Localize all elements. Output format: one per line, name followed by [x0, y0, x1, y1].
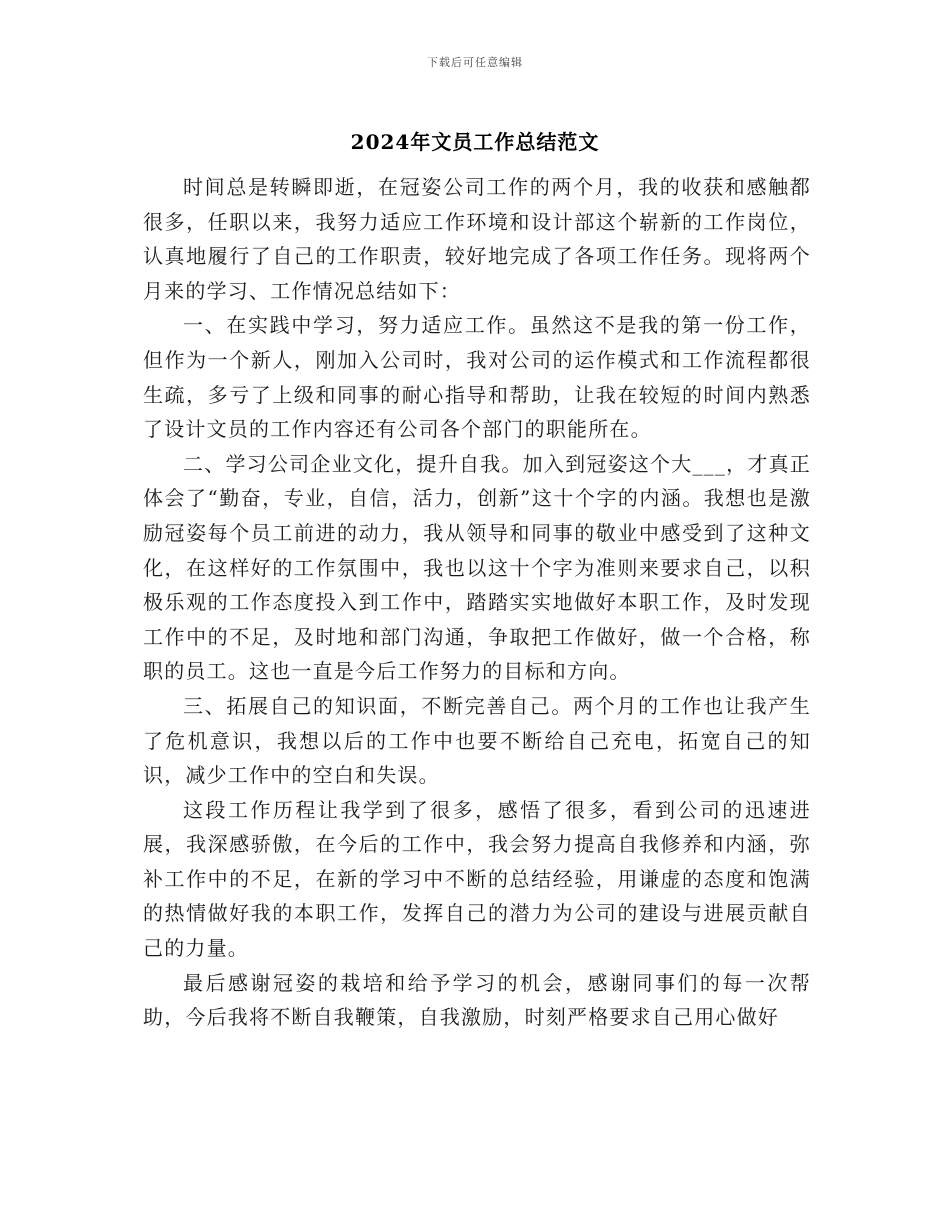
document-body	[143, 170, 811, 1035]
paragraph-section-3: 三、拓展自己的知识面，不断完善自己。两个月的工作也让我产生了危机意识，我想以后的工作中也要不断给自己充电，拓宽自己的知识，减少工作中的空白和失误。	[143, 693, 811, 788]
document-title: 2024年文员工作总结范文	[350, 130, 600, 154]
paragraph-section-2: 二、学习公司企业文化，提升自我。加入到冠姿这个大___，才真正体会了“勤奋，专业，自信，活力，创新”这十个字的内涵。我想也是激励冠姿每个员工前进的动力，我从领导和同事的敬业中感受到了这种文化，在这样好的工作氛围中，我也以这十个字为准则来要求自己，以积极乐观的工作态度投入到工作中，踏踏实实地做好本职工作，及时发现工作中的不足，及时地和部门沟通，争取把工作做好，做一个合格，称职的员工。这也一直是今后工作努力的目标和方向。	[143, 451, 811, 684]
paragraph-reflection: 这段工作历程让我学到了很多，感悟了很多，看到公司的迅速进展，我深感骄傲，在今后的工作中，我会努力提高自我修养和内涵，弥补工作中的不足，在新的学习中不断的总结经验，用谦虚的态度和饱满的热情做好我的本职工作，发挥自己的潜力为公司的建设与进展贡献自己的力量。	[143, 797, 811, 961]
paragraph-section-1: 一、在实践中学习，努力适应工作。虽然这不是我的第一份工作，但作为一个新人，刚加入公司时，我对公司的运作模式和工作流程都很生疏，多亏了上级和同事的耐心指导和帮助，让我在较短的时间内熟悉了设计文员的工作内容还有公司各个部门的职能所在。	[143, 313, 811, 442]
paragraph-closing: 最后感谢冠姿的栽培和给予学习的机会，感谢同事们的每一次帮助，今后我将不断自我鞭策，自我激励，时刻严格要求自己用心做好	[143, 970, 811, 1030]
header-note: 下载后可任意编辑	[427, 56, 523, 69]
paragraph-intro: 时间总是转瞬即逝，在冠姿公司工作的两个月，我的收获和感触都很多，任职以来，我努力适应工作环境和设计部这个崭新的工作岗位，认真地履行了自己的工作职责，较好地完成了各项工作任务。现将两个月来的学习、工作情况总结如下：	[143, 175, 811, 303]
